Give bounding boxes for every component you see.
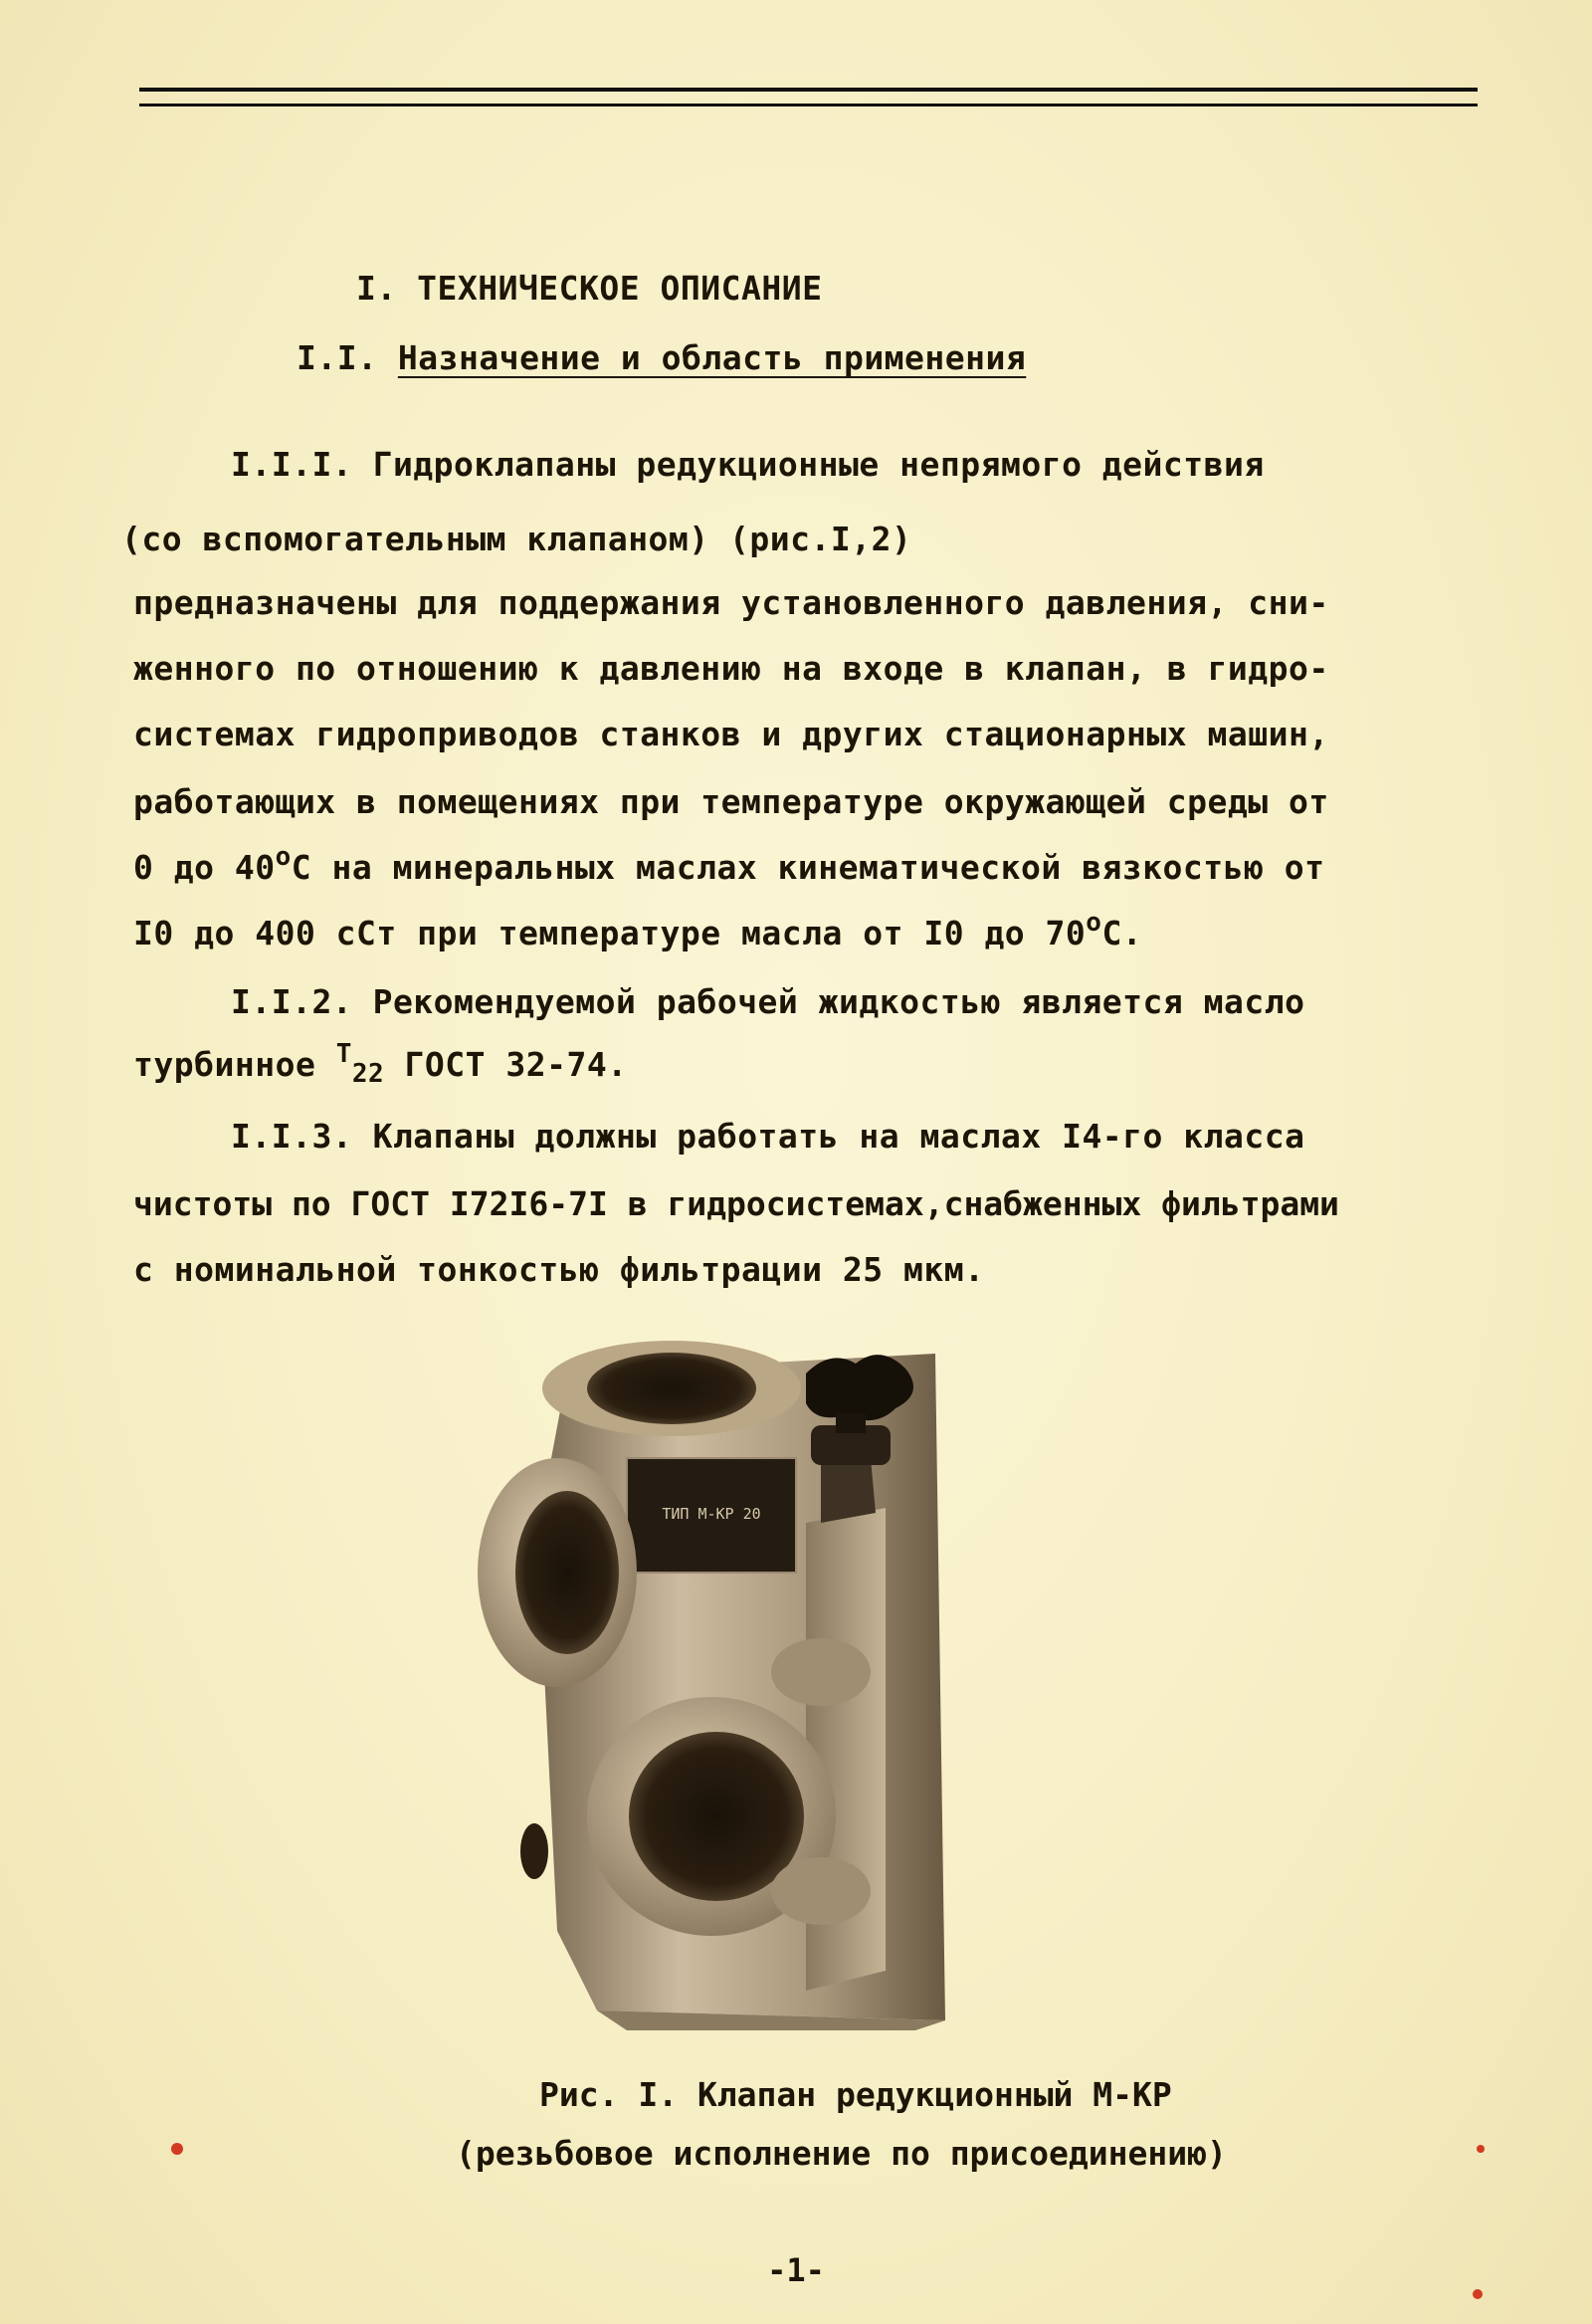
para-1-1-line-3: предназначены для поддержания установленного давления, сни- [133, 583, 1329, 622]
para-1-3-line-3: с номинальной тонкостью фильтрации 25 мкм. [133, 1250, 985, 1289]
para-1-1-line-8: I0 до 400 сСт при температуре масла от I0 до $70^оС$. [133, 908, 1143, 952]
para-1-3-line-1: I.I.3. Клапаны должны работать на маслах I4-го класса [231, 1117, 1305, 1156]
nameplate-type-text: ТИП М-КР 20 [662, 1505, 761, 1523]
ink-spot [1473, 2289, 1483, 2299]
header-rule-top [139, 88, 1478, 92]
para-1-3-line-2: чистоты по ГОСТ I72I6-7I в гидросистемах,снабженных фильтрами [133, 1184, 1339, 1223]
para-1-2-line-1: I.I.2. Рекомендуемой рабочей жидкостью является масло [231, 982, 1305, 1021]
figure-caption-line-1: Рис. I. Клапан редукционный М-КР [539, 2075, 1172, 2114]
para-1-1-line-5: системах гидроприводов станков и других стационарных машин, [133, 715, 1329, 753]
page-number: -1- [767, 2251, 825, 2289]
para-1-1-line-6: работающих в помещениях при температуре окружающей среды от [133, 782, 1329, 821]
para-1-1-line-7: 0 до $40^оС$ на минеральных маслах кинематической вязкостью от [133, 842, 1325, 887]
ink-spot [171, 2143, 183, 2155]
subsection-number: I.I. [297, 338, 378, 377]
subsection-title: Назначение и область применения [397, 338, 1027, 377]
valve-photo [478, 1334, 1114, 2030]
subsection-heading [297, 338, 1026, 377]
figure-caption-line-2: (резьбовое исполнение по присоединению) [456, 2134, 1227, 2173]
header-rule-bottom [139, 104, 1478, 106]
para-1-1-line-4: женного по отношению к давлению на входе в клапан, в гидро- [133, 649, 1329, 688]
para-1-2-line-2: турбинное $^Т_{22}$ ГОСТ 32-74. [133, 1039, 628, 1089]
ink-spot [1477, 2145, 1485, 2153]
section-title: I. ТЕХНИЧЕСКОЕ ОПИСАНИЕ [356, 269, 823, 308]
para-1-1-line-1: I.I.I. Гидроклапаны редукционные непрямого действия [231, 445, 1265, 484]
para-1-1-line-2: (со вспомогательным клапаном) (рис.I,2) [121, 520, 912, 558]
